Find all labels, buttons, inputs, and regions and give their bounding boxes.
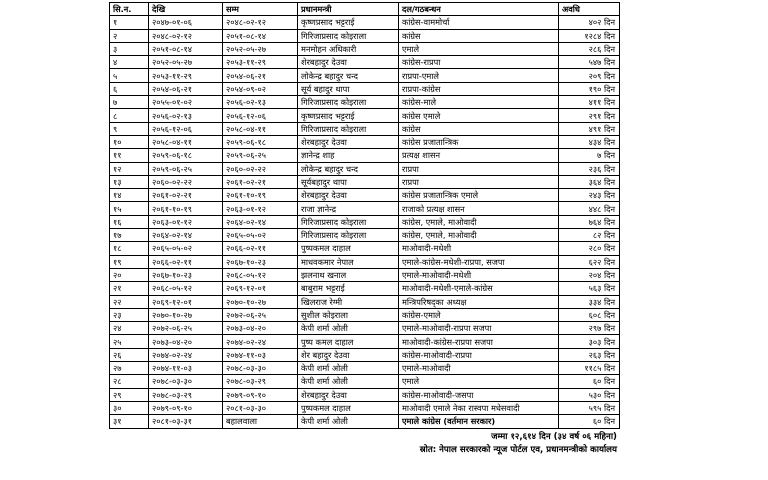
cell-duration: २३६ दिन: [559, 162, 620, 175]
cell-party: कांग्रेस: [399, 122, 559, 135]
cell-party: राप्रपा-एमाले: [399, 69, 559, 82]
cell-serial: ६: [110, 82, 149, 95]
cell-party: कांग्रेस प्रजातान्त्रिक: [399, 135, 559, 148]
cell-to: २०५८-०४-११: [223, 122, 298, 135]
cell-serial: १५: [110, 202, 149, 215]
cell-serial: ४: [110, 56, 149, 69]
header-to: सम्म: [223, 3, 298, 16]
cell-serial: ३१: [110, 415, 149, 428]
cell-party: एमाले-माओवादी-मधेशी: [399, 268, 559, 281]
cell-serial: १०: [110, 135, 149, 148]
cell-prime-minister: केपी शर्मा ओली: [298, 415, 399, 428]
table-header-row: [110, 3, 620, 16]
cell-party: राजाको प्रत्यक्ष शासन: [399, 202, 559, 215]
cell-serial: ५: [110, 69, 149, 82]
cell-from: २०६९-१२-०१: [149, 295, 223, 308]
table-row: [110, 388, 620, 401]
cell-prime-minister: ज्ञानेन्द्र शाह: [298, 149, 399, 162]
cell-serial: २९: [110, 388, 149, 401]
cell-party: एमाले: [399, 375, 559, 388]
cell-prime-minister: शेरबहादुर देउवा: [298, 189, 399, 202]
cell-duration: ५३० दिन: [559, 388, 620, 401]
cell-duration: १२८४ दिन: [559, 29, 620, 42]
cell-from: २०५५-०१-०२: [149, 96, 223, 109]
cell-duration: २६३ दिन: [559, 348, 620, 361]
cell-party: कांग्रेस, एमाले, माओवादी: [399, 215, 559, 228]
cell-to: २०७०-१०-२७: [223, 295, 298, 308]
cell-prime-minister: गिरिजाप्रसाद कोइराला: [298, 122, 399, 135]
cell-serial: २३: [110, 308, 149, 321]
cell-party: कांग्रेस-माले: [399, 96, 559, 109]
cell-from: २०७३-०४-२०: [149, 335, 223, 348]
header-serial: सि.न.: [110, 3, 149, 16]
cell-prime-minister: केपी शर्मा ओली: [298, 362, 399, 375]
cell-to: २०५४-०९-०२: [223, 82, 298, 95]
cell-duration: ८२ दिन: [559, 229, 620, 242]
cell-party: एमाले-कांग्रेस-मधेशी-राप्रपा, सजपा: [399, 255, 559, 268]
cell-serial: १९: [110, 255, 149, 268]
table-row: [110, 16, 620, 29]
table-row: [110, 375, 620, 388]
cell-prime-minister: गिरिजाप्रसाद कोइराला: [298, 215, 399, 228]
cell-from: २०७२-०६-२५: [149, 322, 223, 335]
cell-from: २०६०-०२-२२: [149, 175, 223, 188]
cell-party: कांग्रेस, एमाले, माओवादी: [399, 229, 559, 242]
cell-duration: २८६ दिन: [559, 42, 620, 55]
cell-from: २०६४-०२-१४: [149, 229, 223, 242]
table-row: [110, 109, 620, 122]
cell-prime-minister: शेरबहादुर देउवा: [298, 135, 399, 148]
cell-prime-minister: झलनाथ खनाल: [298, 268, 399, 281]
cell-from: २०६६-०२-११: [149, 255, 223, 268]
cell-prime-minister: खिलराज रेग्मी: [298, 295, 399, 308]
cell-from: २०५८-०४-११: [149, 135, 223, 148]
table-row: [110, 122, 620, 135]
cell-duration: ६०८ दिन: [559, 308, 620, 321]
cell-to: २०५४-०६-२१: [223, 69, 298, 82]
cell-from: २०५६-१२-०६: [149, 122, 223, 135]
cell-to: २०८१-०३-३०: [223, 401, 298, 414]
cell-serial: १: [110, 16, 149, 29]
cell-from: २०४७-०१-०६: [149, 16, 223, 29]
cell-serial: १८: [110, 242, 149, 255]
cell-prime-minister: पुष्पकमल दाहाल: [298, 242, 399, 255]
cell-party: कांग्रेस-एमाले: [399, 308, 559, 321]
cell-party: कांग्रेस-राप्रपा: [399, 56, 559, 69]
cell-prime-minister: पुष्पकमल दाहाल: [298, 401, 399, 414]
cell-serial: २१: [110, 282, 149, 295]
cell-from: २०६३-०१-१२: [149, 215, 223, 228]
cell-duration: ४९१ दिन: [559, 122, 620, 135]
cell-from: २०६८-०५-१२: [149, 282, 223, 295]
cell-from: २०६७-१०-२३: [149, 268, 223, 281]
cell-prime-minister: गिरिजाप्रसाद कोइराला: [298, 229, 399, 242]
total-duration: जम्मा १२,६१४ दिन (३४ वर्ष ०६ महिना): [491, 431, 617, 442]
cell-from: २०५९-०६-२५: [149, 162, 223, 175]
table-row: [110, 135, 620, 148]
table-row: [110, 96, 620, 109]
table-row: [110, 56, 620, 69]
cell-party: एमाले-माओवादी: [399, 362, 559, 375]
header-duration: अवधि: [559, 3, 620, 16]
cell-duration: ११८५ दिन: [559, 362, 620, 375]
cell-to: बहालवाला: [223, 415, 298, 428]
cell-prime-minister: राजा ज्ञानेन्द्र: [298, 202, 399, 215]
cell-prime-minister: शेरबहादुर देउवा: [298, 56, 399, 69]
cell-to: २०७८-०३-२९: [223, 375, 298, 388]
table-row: [110, 348, 620, 361]
source-note: स्रोत: नेपाल सरकारको न्यूज पोर्टल एव, प्रधानमन्त्रीको कार्यालय: [419, 444, 617, 455]
cell-to: २०७९-०९-१०: [223, 388, 298, 401]
cell-from: २०५२-०५-२७: [149, 56, 223, 69]
table-row: [110, 82, 620, 95]
cell-to: २०६०-०२-२२: [223, 162, 298, 175]
cell-prime-minister: पुष्प कमल दाहाल: [298, 335, 399, 348]
cell-from: २०६१-१०-१९: [149, 202, 223, 215]
cell-serial: २८: [110, 375, 149, 388]
table-row: [110, 69, 620, 82]
cell-duration: ३०३ दिन: [559, 335, 620, 348]
table-row: [110, 189, 620, 202]
table-row: [110, 362, 620, 375]
cell-prime-minister: गिरिजाप्रसाद कोइराला: [298, 29, 399, 42]
cell-serial: २: [110, 29, 149, 42]
cell-party: राप्रपा: [399, 162, 559, 175]
cell-duration: ४०२ दिन: [559, 16, 620, 29]
cell-to: २०५९-०६-२५: [223, 149, 298, 162]
cell-prime-minister: शेरबहादुर देउवा: [298, 388, 399, 401]
cell-to: २०७४-११-०३: [223, 348, 298, 361]
cell-prime-minister: गिरिजाप्रसाद कोइराला: [298, 96, 399, 109]
cell-party: माओवादी-कांग्रेस-राप्रपा सजपा: [399, 335, 559, 348]
cell-party: राप्रपा-कांग्रेस: [399, 82, 559, 95]
cell-to: २०४८-०२-१२: [223, 16, 298, 29]
cell-to: २०५१-०८-१४: [223, 29, 298, 42]
table-row: [110, 42, 620, 55]
cell-from: २०७४-०२-२४: [149, 348, 223, 361]
table-row: [110, 229, 620, 242]
table-row: [110, 149, 620, 162]
cell-to: २०६१-०२-२१: [223, 175, 298, 188]
cell-prime-minister: केपी शर्मा ओली: [298, 375, 399, 388]
cell-prime-minister: सूर्यबहादुर थापा: [298, 175, 399, 188]
cell-party: मन्त्रिपरिषद्‌का अध्यक्ष: [399, 295, 559, 308]
cell-from: २०४८-०२-१२: [149, 29, 223, 42]
cell-to: २०५९-०६-१८: [223, 135, 298, 148]
cell-to: २०५२-०५-२७: [223, 42, 298, 55]
cell-serial: १२: [110, 162, 149, 175]
cell-to: २०६५-०५-०२: [223, 229, 298, 242]
cell-from: २०६५-०५-०२: [149, 242, 223, 255]
cell-duration: २९१ दिन: [559, 109, 620, 122]
cell-prime-minister: कृष्णप्रसाद भट्टराई: [298, 16, 399, 29]
cell-party: माओवादी-मधेशी: [399, 242, 559, 255]
cell-serial: ३: [110, 42, 149, 55]
cell-party: कांग्रेस-माओवादी-जसपा: [399, 388, 559, 401]
cell-party: माओवादी एमाले नेका रास्वपा मधेसवादी: [399, 401, 559, 414]
cell-serial: १७: [110, 229, 149, 242]
cell-party: एमाले कांग्रेस (वर्तमान सरकार): [399, 415, 559, 428]
table-row: [110, 401, 620, 414]
table-row: [110, 268, 620, 281]
cell-prime-minister: शेर बहादुर देउवा: [298, 348, 399, 361]
cell-serial: २६: [110, 348, 149, 361]
cell-to: २०५६-१२-०६: [223, 109, 298, 122]
cell-to: २०६८-०५-१२: [223, 268, 298, 281]
table-row: [110, 295, 620, 308]
cell-duration: ६० दिन: [559, 415, 620, 428]
cell-party: प्रत्यक्ष शासन: [399, 149, 559, 162]
cell-prime-minister: माधवकमार नेपाल: [298, 255, 399, 268]
table-row: [110, 308, 620, 321]
cell-serial: २४: [110, 322, 149, 335]
cell-duration: ५४७ दिन: [559, 56, 620, 69]
cell-to: २०७८-०३-३०: [223, 362, 298, 375]
cell-party: एमाले: [399, 42, 559, 55]
cell-duration: २०४ दिन: [559, 268, 620, 281]
table-row: [110, 255, 620, 268]
cell-duration: ४११ दिन: [559, 96, 620, 109]
cell-duration: २०९ दिन: [559, 69, 620, 82]
table-row: [110, 282, 620, 295]
cell-party: कांग्रेस: [399, 29, 559, 42]
cell-party: माओवादी-मधेशी-एमाले-कांग्रेस: [399, 282, 559, 295]
table-row: [110, 175, 620, 188]
table-row: [110, 215, 620, 228]
cell-duration: ६२२ दिन: [559, 255, 620, 268]
cell-from: २०७०-१०-२७: [149, 308, 223, 321]
cell-duration: ७६४ दिन: [559, 215, 620, 228]
cell-serial: ९: [110, 122, 149, 135]
cell-duration: २९७ दिन: [559, 322, 620, 335]
cell-to: २०७२-०६-२५: [223, 308, 298, 321]
cell-to: २०५३-११-२९: [223, 56, 298, 69]
cell-duration: ७ दिन: [559, 149, 620, 162]
cell-duration: ५९५ दिन: [559, 401, 620, 414]
cell-to: २०६६-०२-११: [223, 242, 298, 255]
cell-to: २०६९-१२-०१: [223, 282, 298, 295]
table-row: [110, 335, 620, 348]
cell-from: २०८१-०३-३१: [149, 415, 223, 428]
cell-from: २०६१-०२-२१: [149, 189, 223, 202]
cell-duration: ४४८ दिन: [559, 202, 620, 215]
cell-duration: ३३४ दिन: [559, 295, 620, 308]
cell-to: २०६७-१०-२३: [223, 255, 298, 268]
cell-serial: १४: [110, 189, 149, 202]
cell-duration: ५६३ दिन: [559, 282, 620, 295]
cell-serial: ३०: [110, 401, 149, 414]
cell-party: कांग्रेस एमाले: [399, 109, 559, 122]
cell-prime-minister: लोकेन्द्र बहादुर चन्द: [298, 162, 399, 175]
cell-serial: २२: [110, 295, 149, 308]
table-body: [110, 16, 620, 428]
cell-prime-minister: लोकेन्द्र बहादुर चन्द: [298, 69, 399, 82]
cell-from: २०७४-११-०३: [149, 362, 223, 375]
cell-from: २०५४-०६-२१: [149, 82, 223, 95]
header-prime-minister: प्रधानमन्त्री: [298, 3, 399, 16]
cell-to: २०५६-०२-१३: [223, 96, 298, 109]
cell-party: कांग्रेस-माओवादी-राप्रपा: [399, 348, 559, 361]
table-row: [110, 29, 620, 42]
cell-serial: २७: [110, 362, 149, 375]
footer: [109, 431, 619, 457]
table-row: [110, 242, 620, 255]
cell-duration: ६० दिन: [559, 375, 620, 388]
cell-prime-minister: मनमोहन अधिकारी: [298, 42, 399, 55]
cell-serial: ८: [110, 109, 149, 122]
cell-serial: ११: [110, 149, 149, 162]
header-from: देखि: [149, 3, 223, 16]
cell-party: राप्रपा: [399, 175, 559, 188]
cell-prime-minister: बाबुराम भट्टराई: [298, 282, 399, 295]
cell-from: २०७८-०३-२९: [149, 388, 223, 401]
cell-serial: १३: [110, 175, 149, 188]
cell-serial: २०: [110, 268, 149, 281]
table-row: [110, 202, 620, 215]
cell-party: कांग्रेस प्रजातान्त्रिक एमाले: [399, 189, 559, 202]
cell-from: २०७९-०९-१०: [149, 401, 223, 414]
document: [109, 2, 619, 457]
cell-to: २०६१-१०-१९: [223, 189, 298, 202]
cell-party: एमाले-माओवादी-राप्रपा सजपा: [399, 322, 559, 335]
cell-duration: २४३ दिन: [559, 189, 620, 202]
cell-prime-minister: सुशील कोइराला: [298, 308, 399, 321]
cell-from: २०५९-०६-१८: [149, 149, 223, 162]
cell-party: कांग्रेस-वाममोर्चा: [399, 16, 559, 29]
cell-to: २०७३-०४-२०: [223, 322, 298, 335]
table-row: [110, 322, 620, 335]
cell-prime-minister: केपी शर्मा ओली: [298, 322, 399, 335]
cell-serial: ७: [110, 96, 149, 109]
prime-ministers-table: [109, 2, 620, 429]
header-party: दल/गठबन्धन: [399, 3, 559, 16]
cell-duration: ४३४ दिन: [559, 135, 620, 148]
cell-from: २०५६-०२-१३: [149, 109, 223, 122]
cell-prime-minister: कृष्णप्रसाद भट्टराई: [298, 109, 399, 122]
cell-from: २०५३-११-२९: [149, 69, 223, 82]
cell-to: २०६३-०१-१२: [223, 202, 298, 215]
cell-prime-minister: सूर्य बहादुर थापा: [298, 82, 399, 95]
cell-duration: २८० दिन: [559, 242, 620, 255]
cell-from: २०७८-०३-३०: [149, 375, 223, 388]
table-row: [110, 162, 620, 175]
table-row: [110, 415, 620, 428]
cell-to: २०७४-०२-२४: [223, 335, 298, 348]
cell-duration: ३६४ दिन: [559, 175, 620, 188]
cell-to: २०६४-०२-१४: [223, 215, 298, 228]
cell-from: २०५१-०८-१४: [149, 42, 223, 55]
cell-serial: २५: [110, 335, 149, 348]
cell-serial: १६: [110, 215, 149, 228]
cell-duration: १९० दिन: [559, 82, 620, 95]
